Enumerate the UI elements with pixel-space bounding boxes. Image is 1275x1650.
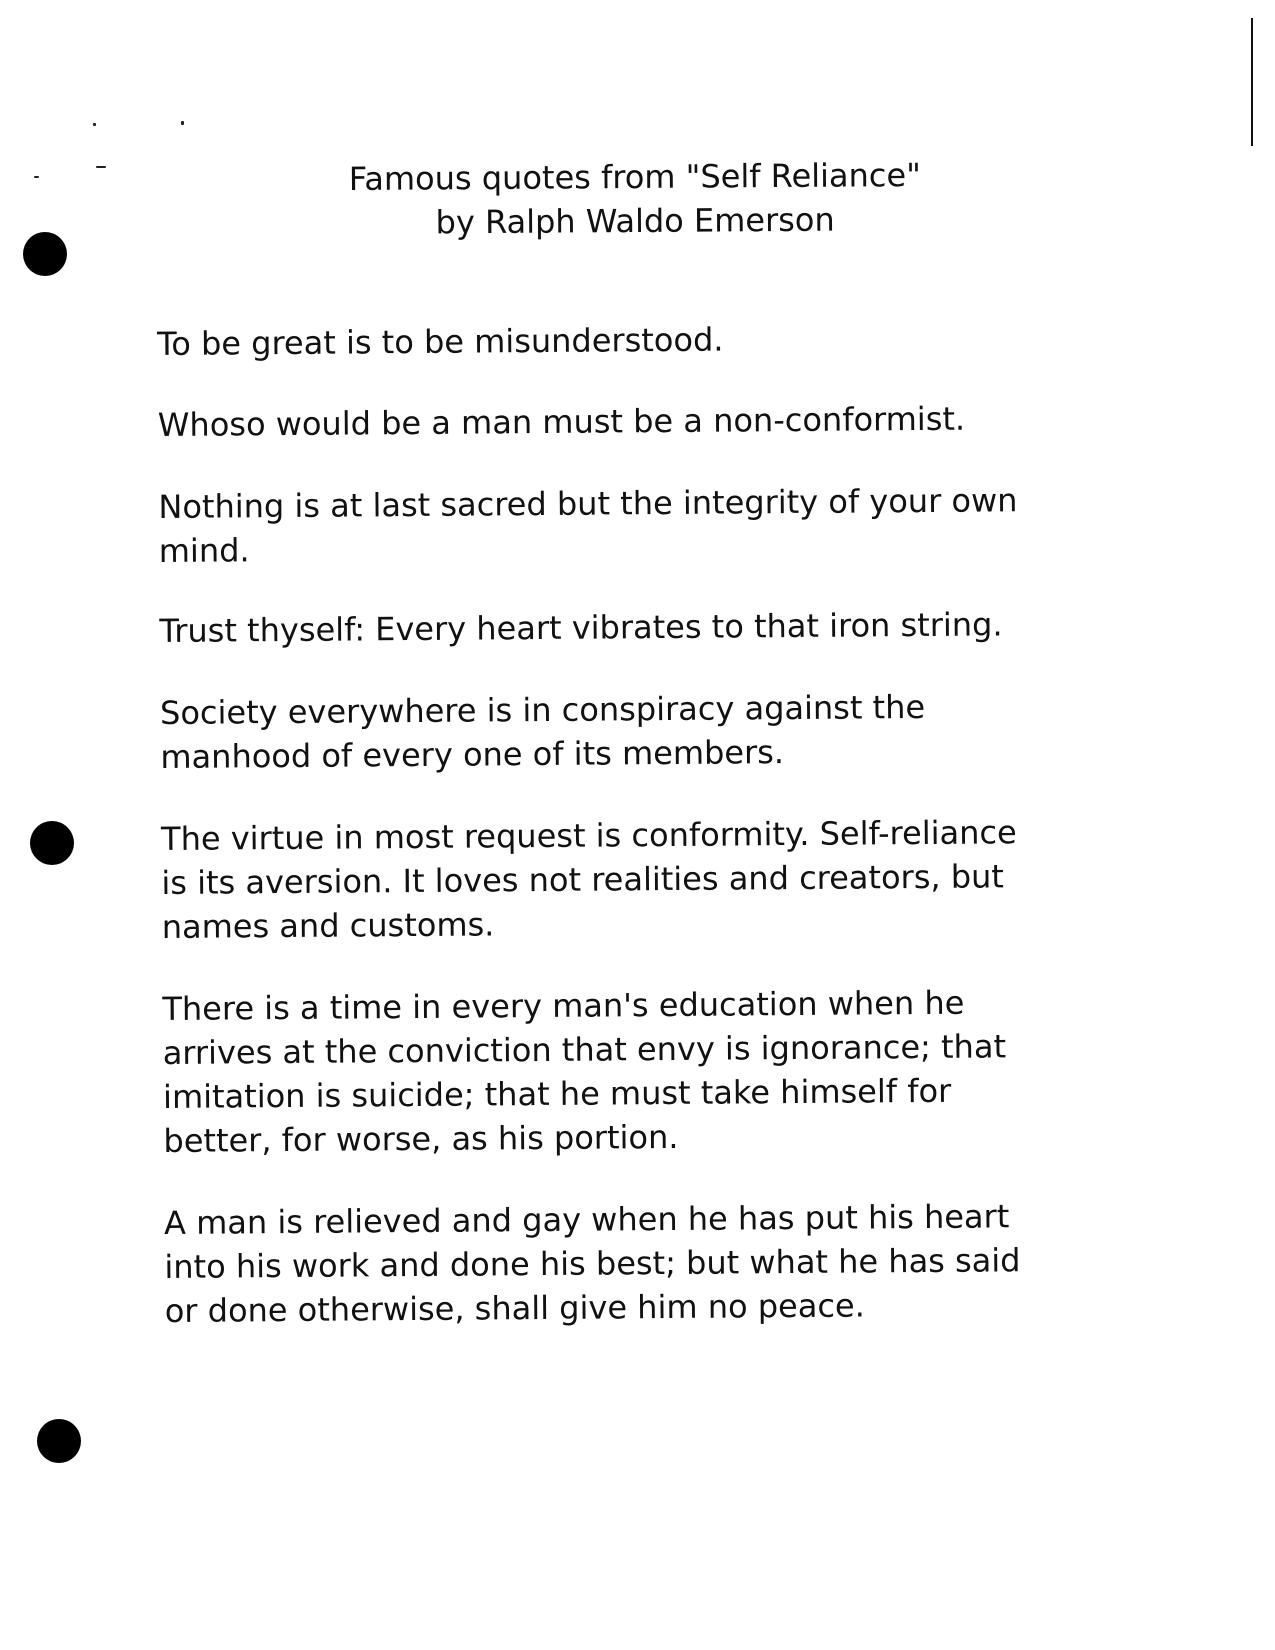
quote-paragraph (164, 1194, 1045, 1333)
quote-line: Society everywhere is in conspiracy against the (159, 687, 926, 732)
scan-speck (34, 176, 39, 178)
quote-line: arrives at the conviction that envy is ignorance; that (162, 1027, 1007, 1072)
quote-paragraph (158, 396, 1038, 447)
scan-edge-line (1251, 18, 1253, 146)
quote-line: There is a time in every man's education when he (162, 983, 965, 1028)
quote-line: manhood of every one of its members. (160, 733, 785, 776)
quote-paragraph (160, 684, 1041, 779)
punch-hole (23, 232, 67, 276)
quote-paragraph (158, 478, 1039, 573)
quote-line: mind. (158, 531, 250, 570)
quote-line: Whoso would be a man must be a non-conformist. (157, 399, 966, 444)
quote-paragraph (162, 980, 1043, 1163)
quote-line: is its aversion. It loves not realities and creators, but (161, 857, 1005, 902)
scan-speck (181, 121, 184, 125)
quote-line: or done otherwise, shall give him no peace. (164, 1286, 865, 1330)
title-author-line: by Ralph Waldo Emerson (435, 200, 835, 242)
quote-line: names and customs. (161, 905, 495, 946)
quote-line: imitation is suicide; that he must take himself for (162, 1071, 952, 1116)
scan-speck (93, 123, 96, 126)
title-line: Famous quotes from "Self Reliance" (348, 156, 921, 198)
scan-speck (96, 166, 106, 168)
quote-paragraph (161, 810, 1042, 949)
punch-hole (37, 1419, 81, 1463)
quote-line: To be great is to be misunderstood. (157, 320, 724, 363)
quote-line: The virtue in most request is conformity. Self-reliance (160, 813, 1017, 858)
quote-line: Nothing is at last sacred but the integrity of your own (158, 481, 1018, 526)
quote-line: Trust thyself: Every heart vibrates to that iron string. (159, 605, 1003, 650)
quote-line: into his work and done his best; but what he has said (164, 1241, 1021, 1286)
document-title (200, 152, 1071, 246)
punch-hole (30, 821, 74, 865)
quote-line: better, for worse, as his portion. (163, 1117, 679, 1160)
quote-line: A man is relieved and gay when he has put his heart (163, 1197, 1010, 1242)
quote-paragraph (159, 602, 1039, 653)
quote-paragraph (157, 315, 1037, 366)
quote-list (157, 315, 1045, 1333)
